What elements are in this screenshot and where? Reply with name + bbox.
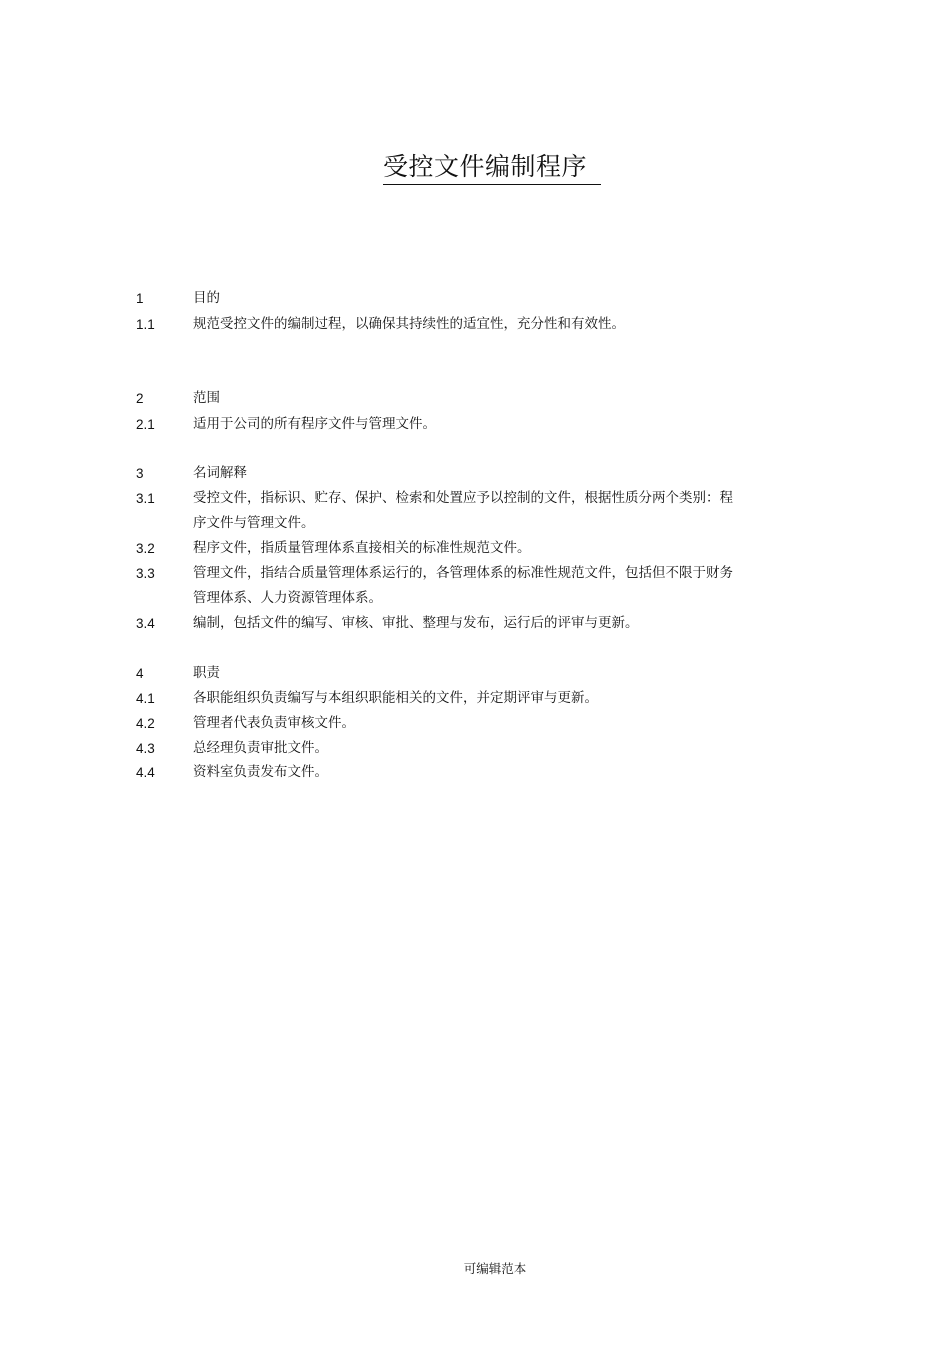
section-title: 名词解释 [193, 465, 247, 481]
clause-text: 管理体系、人力资源管理体系。 [193, 590, 382, 606]
section-heading [0, 286, 950, 311]
clause-item [0, 561, 950, 586]
clause-text: 管理者代表负责审核文件。 [193, 715, 355, 731]
clause-item [0, 412, 950, 437]
clause-number: 3.1 [136, 491, 155, 506]
clause-item [0, 536, 950, 561]
clause-text: 管理文件，指结合质量管理体系运行的，各管理体系的标准性规范文件，包括但不限于财务 [193, 565, 733, 581]
clause-number: 4.3 [136, 741, 155, 756]
section-heading [0, 661, 950, 686]
clause-text: 程序文件，指质量管理体系直接相关的标准性规范文件。 [193, 540, 531, 556]
clause-text: 编制，包括文件的编写、审核、审批、整理与发布，运行后的评审与更新。 [193, 615, 639, 631]
section-number: 4 [136, 666, 144, 681]
clause-text: 资料室负责发布文件。 [193, 764, 328, 780]
clause-text: 适用于公司的所有程序文件与管理文件。 [193, 416, 436, 432]
clause-text: 规范受控文件的编制过程，以确保其持续性的适宜性，充分性和有效性。 [193, 316, 625, 332]
section-heading [0, 461, 950, 486]
section-number: 1 [136, 291, 144, 306]
section-title: 范围 [193, 390, 220, 406]
clause-text: 总经理负责审批文件。 [193, 740, 328, 756]
clause-number: 3.4 [136, 616, 155, 631]
clause-text: 受控文件，指标识、贮存、保护、检索和处置应予以控制的文件，根据性质分两个类别：程 [193, 490, 733, 506]
clause-continuation [0, 511, 950, 536]
clause-number: 2.1 [136, 417, 155, 432]
section-heading [0, 386, 950, 411]
section-number: 2 [136, 391, 144, 406]
section-title: 目的 [193, 290, 220, 306]
clause-text: 各职能组织负责编写与本组织职能相关的文件，并定期评审与更新。 [193, 690, 598, 706]
clause-number: 3.3 [136, 566, 155, 581]
clause-item [0, 312, 950, 337]
clause-continuation [0, 586, 950, 611]
clause-item [0, 711, 950, 736]
clause-item [0, 486, 950, 511]
clause-item [0, 760, 950, 785]
clause-number: 3.2 [136, 541, 155, 556]
section-title: 职责 [193, 665, 220, 681]
clause-number: 1.1 [136, 317, 155, 332]
clause-item [0, 686, 950, 711]
clause-number: 4.1 [136, 691, 155, 706]
clause-number: 4.2 [136, 716, 155, 731]
clause-item [0, 611, 950, 636]
clause-number: 4.4 [136, 765, 155, 780]
section-number: 3 [136, 466, 144, 481]
clause-item [0, 736, 950, 761]
document-title: 受控文件编制程序 [383, 150, 601, 185]
clause-text: 序文件与管理文件。 [193, 515, 315, 531]
page-footer: 可编辑范本 [463, 1261, 527, 1276]
